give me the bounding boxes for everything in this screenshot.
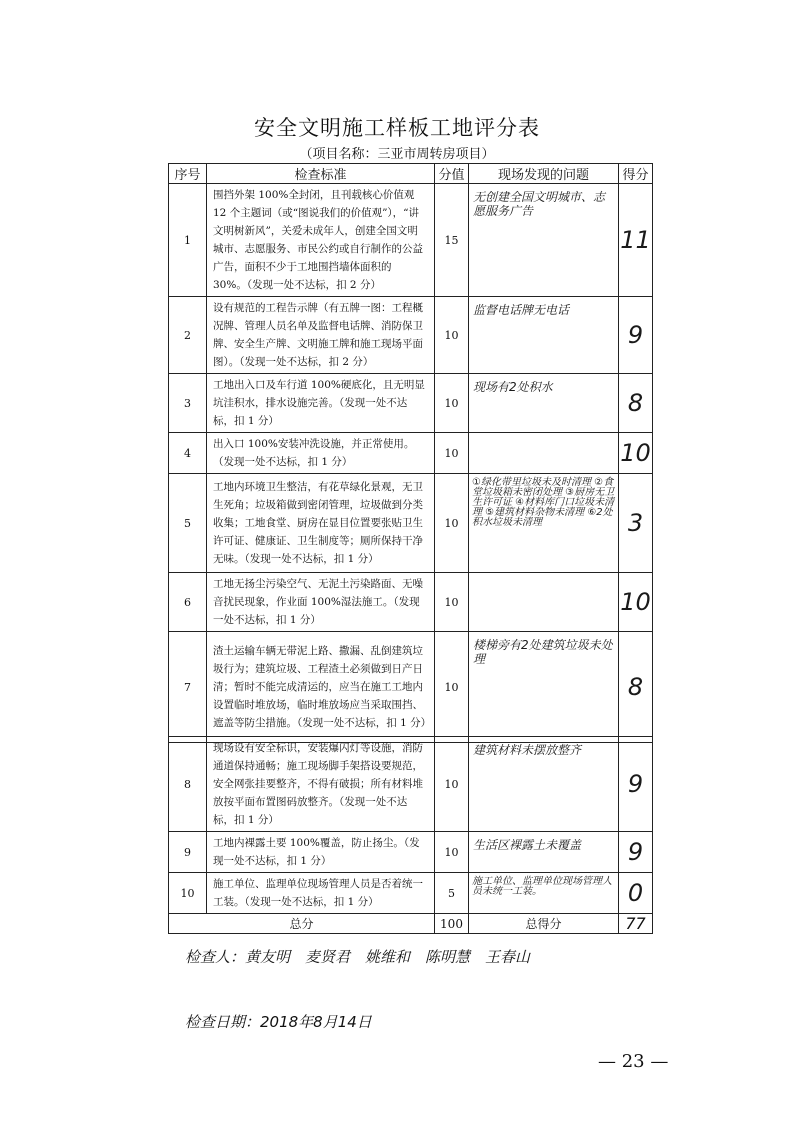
project-name: （项目名称：三亚市周转房项目） — [299, 147, 495, 162]
table-row — [169, 737, 653, 832]
header-score: 分值 — [435, 164, 469, 184]
table-row — [169, 873, 653, 914]
row-score: 10 — [435, 297, 469, 374]
total-got-label: 总得分 — [469, 914, 619, 934]
row-no: 1 — [169, 184, 207, 297]
row-score: 5 — [435, 873, 469, 914]
row-got: 8 — [619, 374, 653, 433]
row-got: 10 — [619, 433, 653, 474]
row-score: 15 — [435, 184, 469, 297]
row-criteria: 工地内裸露土要 100%覆盖，防止扬尘。（发现一处不达标，扣 1 分） — [207, 832, 435, 873]
inspectors-signatures: 检查人：黄友明 麦贤君 姚维和 陈明慧 王春山 — [185, 948, 531, 966]
table-row — [169, 632, 653, 743]
row-score: 10 — [435, 374, 469, 433]
row-issue: ①绿化带里垃圾未及时清理 ②食堂垃圾箱未密闭处理 ③厨房无卫生许可证 ④材料库门口垃圾未清理 ⑤建筑材料杂物未清理 ⑥2处积水垃圾未清理 — [469, 474, 619, 573]
table-row — [169, 433, 653, 474]
table-header — [169, 164, 653, 184]
row-issue: 施工单位、监理单位现场管理人员未统一工装。 — [469, 873, 619, 914]
row-score: 10 — [435, 474, 469, 573]
row-score: 10 — [435, 737, 469, 832]
row-got: 11 — [619, 184, 653, 297]
table-row — [169, 374, 653, 433]
row-score: 10 — [435, 832, 469, 873]
page-number: — 23 — — [598, 1051, 669, 1072]
row-criteria: 现场设有安全标识，安装爆闪灯等设施，消防通道保持通畅；施工现场脚手架搭设要规范，安全网张挂要整齐，不得有破损；所有材料堆放按平面布置图码放整齐。（发现一处不达标，扣 1 分） — [207, 737, 435, 832]
header-issues: 现场发现的问题 — [469, 164, 619, 184]
row-issue — [469, 433, 619, 474]
row-no: 8 — [169, 737, 207, 832]
row-no: 5 — [169, 474, 207, 573]
table-row — [169, 184, 653, 297]
row-got: 9 — [619, 832, 653, 873]
row-got: 8 — [619, 632, 653, 743]
row-issue: 生活区裸露土未覆盖 — [469, 832, 619, 873]
row-criteria: 渣土运输车辆无带泥上路、撒漏、乱倒建筑垃圾行为；建筑垃圾、工程渣土必须做到日产日清；暂时不能完成清运的，应当在施工工地内设置临时堆放场，临时堆放场应当采取围挡、遮盖等防尘措施。（发现一处不达标，扣 1 分） — [207, 632, 435, 743]
table-row — [169, 297, 653, 374]
total-label: 总分 — [169, 914, 435, 934]
row-issue: 楼梯旁有2处建筑垃圾未处理 — [469, 632, 619, 743]
total-row — [169, 914, 653, 934]
table-row — [169, 573, 653, 632]
row-no: 7 — [169, 632, 207, 743]
row-criteria: 出入口 100%安装冲洗设施，并正常使用。（发现一处不达标，扣 1 分） — [207, 433, 435, 474]
row-criteria: 围挡外架 100%全封闭，且刊载核心价值观 12 个主题词（或“图说我们的价值观”），“讲文明树新风”，关爱未成年人，创建全国文明城市、志愿服务、市民公约或自行制作的公益广告，面积不少于工地围挡墙体面积的 30%。（发现一处不达标，扣 2 分） — [207, 184, 435, 297]
page-title: 安全文明施工样板工地评分表 — [254, 116, 540, 140]
row-got: 9 — [619, 737, 653, 832]
table-row — [169, 474, 653, 573]
header-got: 得分 — [619, 164, 653, 184]
row-score: 10 — [435, 573, 469, 632]
row-got: 10 — [619, 573, 653, 632]
row-criteria: 设有规范的工程告示牌（有五牌一图：工程概况牌、管理人员名单及监督电话牌、消防保卫牌、安全生产牌、文明施工牌和施工现场平面图）。（发现一处不达标，扣 2 分） — [207, 297, 435, 374]
row-got: 3 — [619, 474, 653, 573]
row-score: 10 — [435, 433, 469, 474]
row-got: 0 — [619, 873, 653, 914]
total-score: 100 — [435, 914, 469, 934]
row-criteria: 工地内环境卫生整洁，有花草绿化景观，无卫生死角；垃圾箱做到密闭管理，垃圾做到分类收集；工地食堂、厨房在显目位置要张贴卫生许可证、健康证、卫生制度等；厕所保持干净无味。（发现一处不达标，扣 1 分） — [207, 474, 435, 573]
row-no: 4 — [169, 433, 207, 474]
row-criteria: 工地无扬尘污染空气、无泥土污染路面、无噪音扰民现象，作业面 100%湿法施工。（发现一处不达标，扣 1 分） — [207, 573, 435, 632]
row-criteria: 施工单位、监理单位现场管理人员是否着统一工装。（发现一处不达标，扣 1 分） — [207, 873, 435, 914]
row-score: 10 — [435, 632, 469, 743]
score-table-part2 — [168, 736, 653, 934]
inspection-date: 检查日期：2018年8月14日 — [185, 1013, 372, 1031]
row-issue: 现场有2处积水 — [469, 374, 619, 433]
row-issue: 建筑材料未摆放整齐 — [469, 737, 619, 832]
row-criteria: 工地出入口及车行道 100%硬底化，且无明显坑洼积水，排水设施完善。（发现一处不达标，扣 1 分） — [207, 374, 435, 433]
total-got: 77 — [619, 914, 653, 934]
row-issue: 监督电话牌无电话 — [469, 297, 619, 374]
row-no: 9 — [169, 832, 207, 873]
row-no: 3 — [169, 374, 207, 433]
row-no: 10 — [169, 873, 207, 914]
row-got: 9 — [619, 297, 653, 374]
table-row — [169, 832, 653, 873]
row-issue: 无创建全国文明城市、志愿服务广告 — [469, 184, 619, 297]
row-no: 2 — [169, 297, 207, 374]
header-criteria: 检查标准 — [207, 164, 435, 184]
header-no: 序号 — [169, 164, 207, 184]
score-table-part1 — [168, 163, 653, 743]
row-issue — [469, 573, 619, 632]
row-no: 6 — [169, 573, 207, 632]
